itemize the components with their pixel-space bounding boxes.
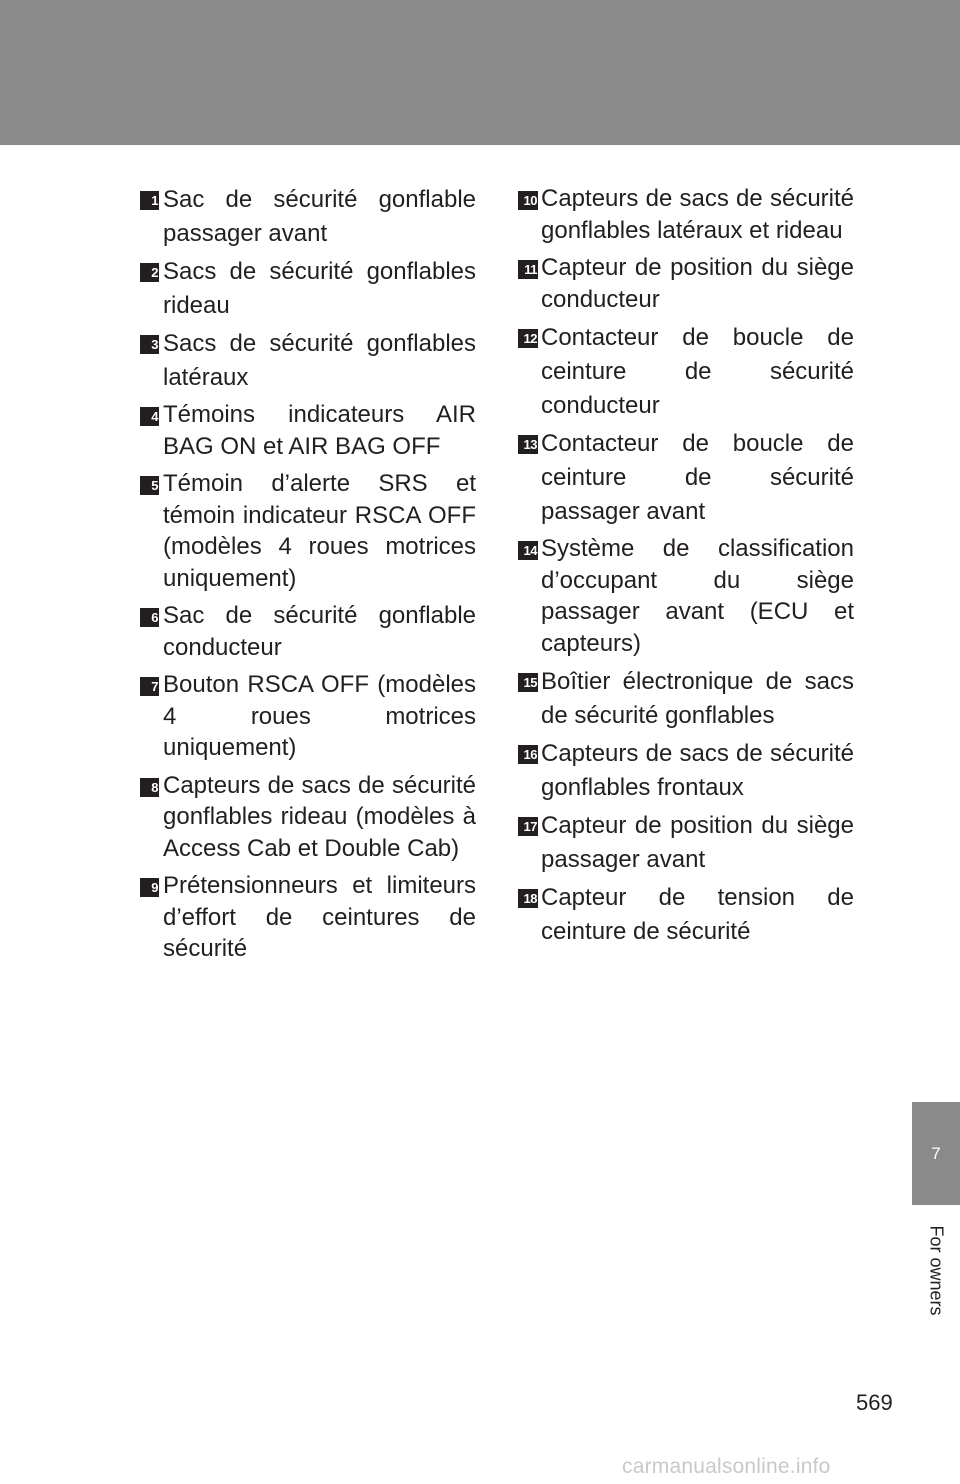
item-text: Sac de sécurité gonflable conducteur [163,602,476,661]
item-text: Capteurs de sacs de sécurité gonflables latéraux et rideau [541,185,854,244]
item-number-badge: 17 [518,817,538,836]
item-text: Sacs de sécurité gonflables rideau [163,258,476,319]
list-item [140,399,476,462]
item-number-badge: 8 [140,778,159,797]
page-number: 569 [856,1390,893,1415]
item-text: Sacs de sécurité gonflables latéraux [163,330,476,391]
list-item [518,252,854,315]
item-number-badge: 3 [140,335,159,354]
list-item [518,809,854,877]
item-number-badge: 4 [140,407,159,426]
list-item [140,600,476,663]
item-number-badge: 9 [140,878,159,897]
list-item [518,183,854,246]
item-text: Capteur de position du siège passager avant [541,812,854,873]
chapter-tab[interactable] [912,1102,960,1205]
list-item [518,665,854,733]
item-text: Sac de sécurité gonflable passager avant [163,186,476,247]
item-number-badge: 12 [518,329,538,348]
list-item [140,183,476,251]
item-number-badge: 11 [518,260,538,279]
header-band [0,0,960,145]
item-number-badge: 15 [518,673,538,692]
item-text: Contacteur de boucle de ceinture de sécurité conducteur [541,324,854,419]
item-text: Contacteur de boucle de ceinture de sécurité passager avant [541,430,854,525]
item-number-badge: 10 [518,191,538,210]
right-column [518,183,854,949]
list-item [140,468,476,594]
list-item [140,255,476,323]
list-item [518,533,854,659]
item-text: Prétensionneurs et limiteurs d’effort de ceintures de sécurité [163,872,476,962]
list-item [518,881,854,949]
item-number-badge: 7 [140,677,159,696]
item-text: Témoins indicateurs AIR BAG ON et AIR BAG OFF [163,401,476,460]
item-number-badge: 18 [518,889,538,908]
item-number-badge: 5 [140,476,159,495]
item-number-badge: 1 [140,191,159,210]
item-number-badge: 6 [140,608,159,627]
list-item [140,327,476,395]
item-text: Capteurs de sacs de sécurité gonflables frontaux [541,740,854,801]
list-item [518,737,854,805]
list-item [518,321,854,423]
item-number-badge: 14 [518,541,538,560]
list-item [140,870,476,965]
list-item [140,669,476,764]
left-column [140,183,476,965]
chapter-label [912,1210,960,1330]
list-item [518,427,854,529]
watermark: carmanualsonline.info [622,1455,831,1478]
item-number-badge: 16 [518,745,538,764]
item-number-badge: 2 [140,263,159,282]
item-text: Bouton RSCA OFF (modèles 4 roues motrices uniquement) [163,671,476,761]
item-text: Système de classification d’occupant du siège passager avant (ECU et capteurs) [541,535,854,657]
item-text: Boîtier électronique de sacs de sécurité gonflables [541,668,854,729]
item-text: Témoin d’alerte SRS et témoin indicateur RSCA OFF (modèles 4 roues motrices uniquement) [163,470,476,592]
item-text: Capteur de position du siège conducteur [541,254,854,313]
item-text: Capteur de tension de ceinture de sécurité [541,884,854,945]
item-text: Capteurs de sacs de sécurité gonflables rideau (modèles à Access Cab et Double Cab) [163,771,476,862]
list-item [140,770,476,865]
chapter-label-text: For owners [926,1224,947,1316]
chapter-number: 7 [931,1144,941,1163]
item-number-badge: 13 [518,435,538,454]
